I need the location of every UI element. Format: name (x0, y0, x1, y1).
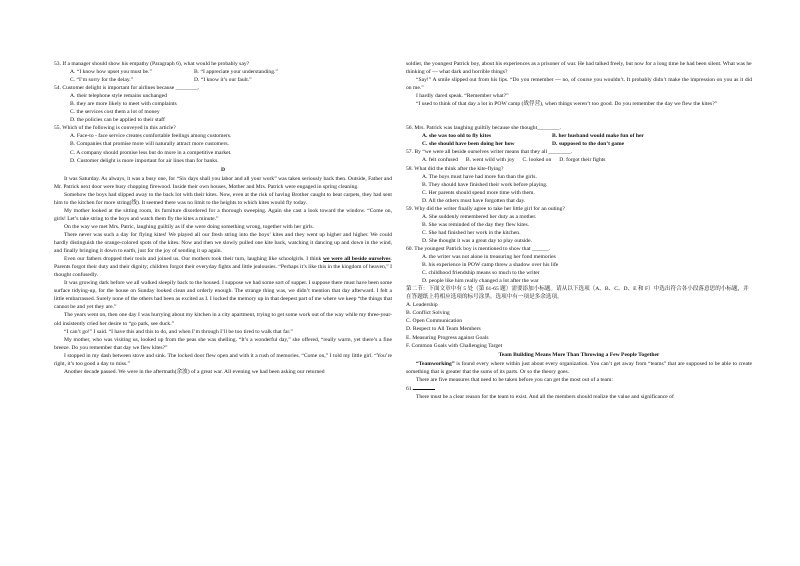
heading-option-e: E. Measuring Progress against Goals (406, 334, 489, 341)
question-53-options-row1 (54, 68, 392, 76)
question-57-options (406, 156, 752, 164)
question-57-option-b[interactable]: B. went wild with joy (465, 157, 515, 164)
question-58-option-a[interactable]: A. The boys must have had more fun than the girls. (422, 173, 537, 180)
paragraph-6-end: . Parents forgot their duty and their dignity; children forgot their everyday fights and little jealousies. “Perhaps it’s like this in the kingdom of heaven,” I thought confusedly. (54, 256, 392, 279)
question-57-option-c[interactable]: C. looked on (522, 157, 552, 164)
question-53-stem: 53. If a manager should show his empathy (Paragraph 6), what would he probably say? (54, 61, 250, 67)
question-59-option-c[interactable]: C. She had finished her work in the kitchen. (422, 229, 521, 236)
question-61-line (406, 384, 752, 393)
heading-option-a: A. Leadership (406, 302, 438, 309)
passage-d-label: D (220, 166, 226, 173)
question-56-option-b[interactable]: B. her husband would make fun of her (552, 133, 644, 140)
emphasized-phrase: we were all beside ourselves (322, 256, 391, 263)
question-61-blank[interactable] (413, 384, 435, 390)
question-53-option-a[interactable]: A. “I know how upset you must be.” (70, 69, 152, 76)
question-54-option-d[interactable]: D. the policies can be applied to their staff (70, 117, 165, 124)
left-column (54, 60, 392, 376)
question-56-options-row1 (406, 132, 752, 140)
question-56-option-c[interactable]: C. she should have been doing her how (422, 141, 515, 148)
question-54-option-b[interactable]: B. they are more likely to meet with complaints (70, 101, 177, 108)
section-2-instructions: 第二节：下面文章中有 5 处（第 61-65 题）需要添加小标题。请从以下选项（A、B、C、D、E 和 F）中选出符合各小段落意思的小标题，并在答题纸上将相应选项的标号涂黑。选项中有一项是多余选项。 (406, 286, 749, 301)
question-60-option-a[interactable]: A. the writer was not alone in treasuring her fond memories (422, 254, 556, 261)
heading-option-c: C. Open Communication (406, 318, 463, 325)
question-53-options-row2 (54, 76, 392, 84)
passage-paragraph-15: I hardly dared speak. “Remember what?” (416, 93, 509, 100)
question-57-option-d[interactable]: D. forgot their fights (559, 157, 606, 164)
passage-paragraph-3: My mother looked at the sitting room, its furniture disordered for a thorough sweeping. Again she cast a look toward the window. “Come on, girls! Let’s take string to the boys and watch them fly the kites a minute.” (54, 207, 392, 222)
passage-paragraph-6 (54, 255, 392, 279)
question-55-option-b[interactable]: B. Companies that promise more will naturally attract more customers. (70, 141, 229, 148)
passage-paragraph-9: “I can’t go!” I said. “I have this and this to do, and when I’m through I’ll be too tired to walk that far.” (64, 328, 293, 335)
heading-option-b: B. Conflict Solving (406, 310, 450, 317)
passage-paragraph-5: There never was such a day for flying kites! We played all our fresh string into the boys’ kites and they went up higher and higher. We could hardly distinguish the orange-colored spots of the kites. Now and then we slowly pulled one kite back, watching it dancing up and down in the wind, and finally bringing it down to earth, just for the joy of sending it up again. (54, 231, 392, 255)
question-56-stem: 56. Mrs. Patrick was laughing guiltily because she thought________. (406, 125, 561, 132)
question-53-option-c[interactable]: C. “I’m sorry for the delay.” (70, 77, 134, 84)
passage-paragraph-14: “Say!” A smile slipped out from his lips. “Do you remember --- no, of course you wouldn’t. It probably didn’t make the impression on you as it did on me.” (406, 77, 752, 92)
question-59-option-d[interactable]: D. She thought it was a great day to play outside. (422, 237, 532, 244)
question-59-stem: 59. Why did the writer finally agree to take her little girl for an outing? (406, 205, 565, 212)
question-55-stem: 55. Which of the following is conveyed in this article? (54, 125, 176, 132)
article-paragraph-3: There must be a clear reason for the team to exist. And all the members should realize the value and significance of (416, 393, 674, 400)
question-55-option-d[interactable]: D. Customer delight is more important for air lines than for banks. (70, 157, 219, 164)
passage-paragraph-16: “I used to think of that day a lot in POW camp (战俘营), when things weren’t too good. Do you remember the day we flew the kites?” (416, 101, 718, 108)
heading-option-d: D. Respect to All Team Members (406, 326, 481, 333)
question-54-stem: 54. Customer delight is important for airlines because ________. (54, 85, 200, 92)
passage-paragraph-11: I stopped in my dash between stove and sink. The locked door flew open and with it a rush of memories. “Come on,” I told my little girl. “You’re right, it’s too good a day to miss.” (54, 352, 392, 367)
passage-paragraph-8: The years went on, then one day I was hurrying about my kitchen in a city apartment, trying to get some work out of the way while my three-year-old insistently cried her desire to “go park, see duck.” (54, 312, 392, 327)
passage-paragraph-4: On the way we met Mrs. Patric, laughing guiltily as if she were doing something wrong, together with her girls. (64, 223, 314, 230)
article-paragraph-2: There are five measures that need to be taken before you can get the most out of a team: (416, 376, 613, 383)
spacer (406, 108, 752, 124)
question-54-option-c[interactable]: C. the services cost them a lot of money (70, 109, 160, 116)
article-paragraph-1 (406, 360, 752, 376)
passage-paragraph-10: My mother, who was visiting us, looked up from the peas she was shelling. “It’s a wonderful day,” she offered, “really warm, yet there’s a fine breeze. Do you remember that day we flew kites?” (54, 336, 392, 351)
question-53-option-d[interactable]: D. “I know it’s our fault.” (194, 77, 252, 84)
question-60-option-d[interactable]: D. people like him really changed a lot after the war (422, 278, 539, 285)
question-53-option-b[interactable]: B. “I appreciate your understanding.” (194, 69, 278, 76)
question-60-option-b[interactable]: B. his experience in POW camp threw a shadow over his life (422, 262, 559, 269)
question-55-option-a[interactable]: A. Face-to - face service creates comfortable feelings among customers. (70, 133, 232, 140)
passage-paragraph-2: Somehow the boys had slipped away to the back lot with their kites. Now, even at the risk of having Brother caught to beat carpets, they had sent him to the kitchen for more string(线). It seemed there was no limit to the heights to which kites would fly today. (54, 191, 392, 206)
right-column (406, 60, 752, 401)
passage-paragraph-12: Another decade passed. We were in the aftermath(余波) of a great war. All evening we had been asking our returned (64, 368, 325, 375)
teamworking-term: “Teamworking” (416, 360, 455, 367)
question-54-option-a[interactable]: A. their telephone style remains unchanged (70, 93, 167, 100)
passage-paragraph-13: soldier, the youngest Patrick boy, about his experiences as a prisoner of war. He had talked freely, but now for a long time he had been silent. What was he thinking of — what dark and horrible things? (406, 61, 752, 76)
question-56-option-d[interactable]: D. supposed to the don’t game (552, 141, 625, 148)
article-title: Team Building Means More Than Throwing a Few People Together (498, 351, 660, 358)
question-58-stem: 58. What did the think after the kite-flying? (406, 165, 504, 172)
paragraph-6-start: Even our fathers dropped their tools and joined us. Our mothers took their turn, laughing like schoolgirls. I think (64, 256, 323, 263)
question-59-option-a[interactable]: A. She suddenly remembered her duty as a mother. (422, 213, 537, 220)
passage-paragraph-7: It was growing dark before we all walked sleepily back to the housed. I suppose we had some sort of supper. I suppose there must have been some surface tidying-up, for the house on Sunday looked clean and orderly enough. The strange thing was, we didn’t mention that day afterward. I felt a little embarrassed. Surely none of the others had been as excited as I. I locked the memory up in that deepest part of me where we keep “the things that cannot be and yet they are.” (54, 280, 392, 311)
heading-option-f: F. Common Goals with Challenging Target (406, 342, 503, 349)
question-60-option-c[interactable]: C. childhood friendship means so much to the writer (422, 270, 540, 277)
article-paragraph-1-text: is found every where within just about every organization. You can’t get away from “teams” that are supposed to be able to create something that is greater that the sums of its parts. Or so the theory goes. (406, 360, 752, 375)
question-56-options-row2 (406, 140, 752, 148)
question-58-option-d[interactable]: D. All the others must have forgotten that day. (422, 197, 526, 204)
question-60-stem: 60. The youngest Patrick boy is mentioned to show that ______. (406, 245, 551, 252)
question-55-option-c[interactable]: C. A company should promise less but do more in a competitive market. (70, 149, 232, 156)
question-61-number: 61. (406, 385, 413, 392)
question-58-option-c[interactable]: C. Her parents should spend more time with them. (422, 189, 535, 196)
question-57-stem: 57. By “we were all beside ourselves writer means that they all ________. (406, 149, 573, 156)
question-57-option-a[interactable]: A. felt confused (422, 157, 458, 164)
passage-paragraph-1: It was Saturday. As always, it was a busy one, for “Six days shall you labor and all your work” was taken seriously back then. Outside, Father and Mr. Patrick next door were busy chopping firewood. Inside their own houses, Mother and Mrs. Patrick were engaged in spring cleaning. (54, 175, 392, 190)
question-59-option-b[interactable]: B. She was reminded of the day they flew kites. (422, 221, 530, 228)
question-56-option-a[interactable]: A. she was too old to fly kites (422, 133, 491, 140)
question-58-option-b[interactable]: B. They should have finished their work before playing. (422, 181, 548, 188)
